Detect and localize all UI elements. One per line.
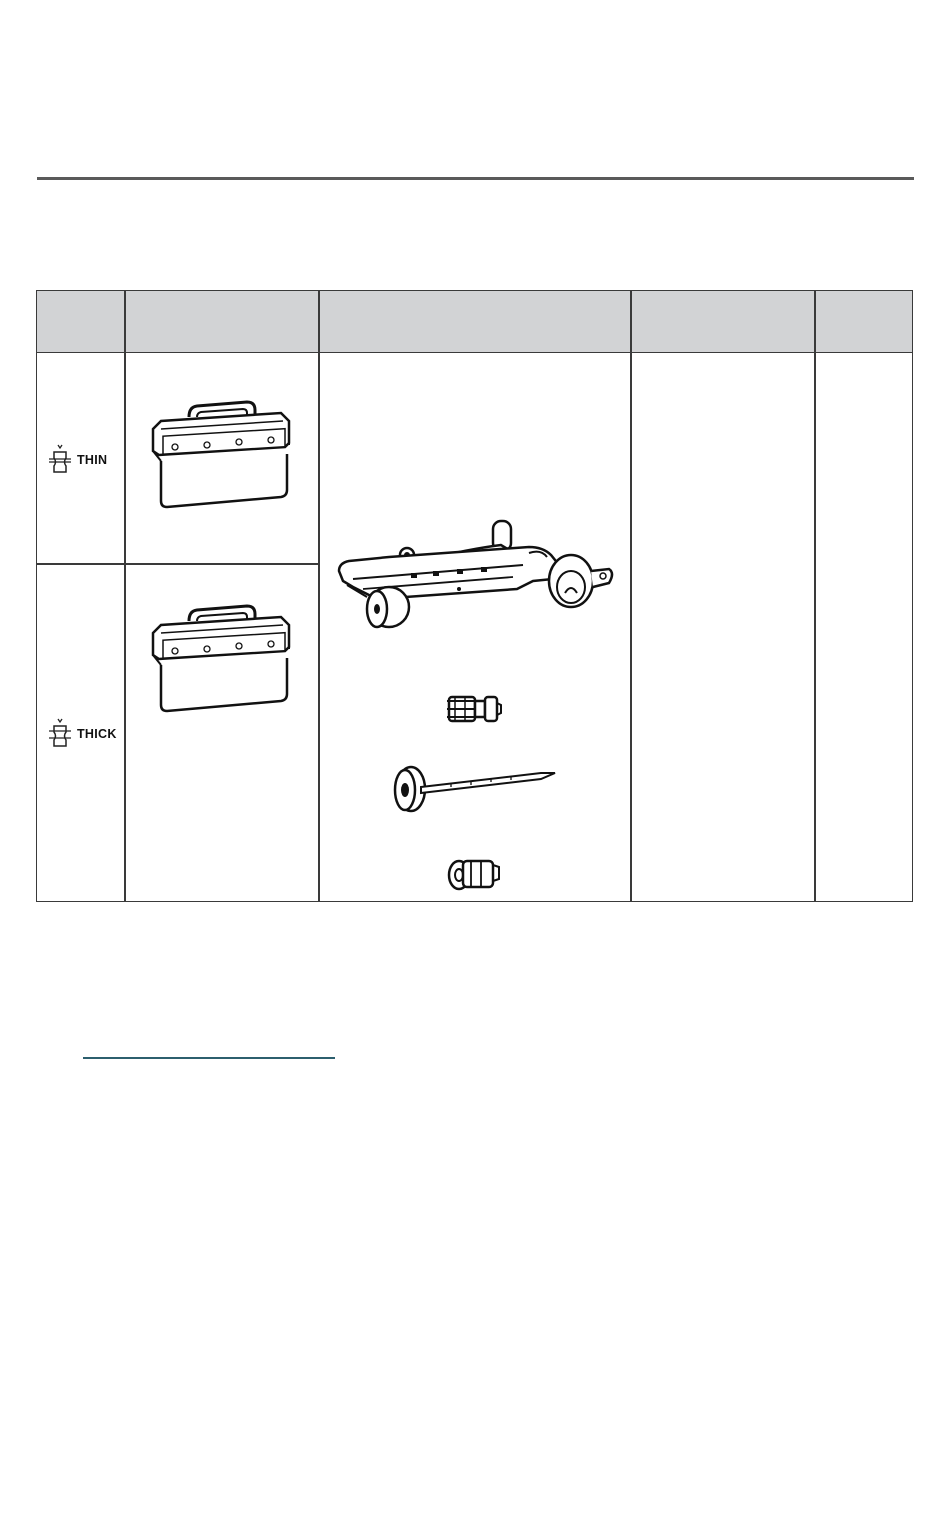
header-cell-blade (125, 291, 319, 353)
thick-setting (47, 717, 117, 751)
core-adapter-icon (443, 689, 505, 734)
header-cell-parts (320, 291, 631, 353)
column-divider (814, 291, 816, 901)
parts-table (36, 290, 913, 902)
link-underline (83, 1057, 335, 1059)
thin-setting (47, 443, 107, 477)
frame-with-crank-icon (333, 515, 617, 644)
column-divider (630, 291, 632, 901)
table-header (37, 291, 912, 353)
thick-thickness-icon (47, 717, 73, 751)
column-divider (124, 291, 126, 901)
skewer-icon (391, 761, 559, 818)
fruit-holder-icon (445, 851, 503, 898)
thin-setting-label: THIN (77, 453, 108, 467)
slicing-blade-icon (149, 603, 293, 720)
section-rule (37, 177, 914, 180)
header-cell-use (632, 291, 815, 353)
thin-thickness-icon (47, 443, 73, 477)
thick-setting-label: THICK (77, 727, 117, 741)
header-cell-extra (816, 291, 912, 353)
row-divider (37, 563, 319, 565)
slicing-blade-icon (149, 399, 293, 516)
column-divider (318, 291, 320, 901)
header-cell-setting (37, 291, 124, 353)
